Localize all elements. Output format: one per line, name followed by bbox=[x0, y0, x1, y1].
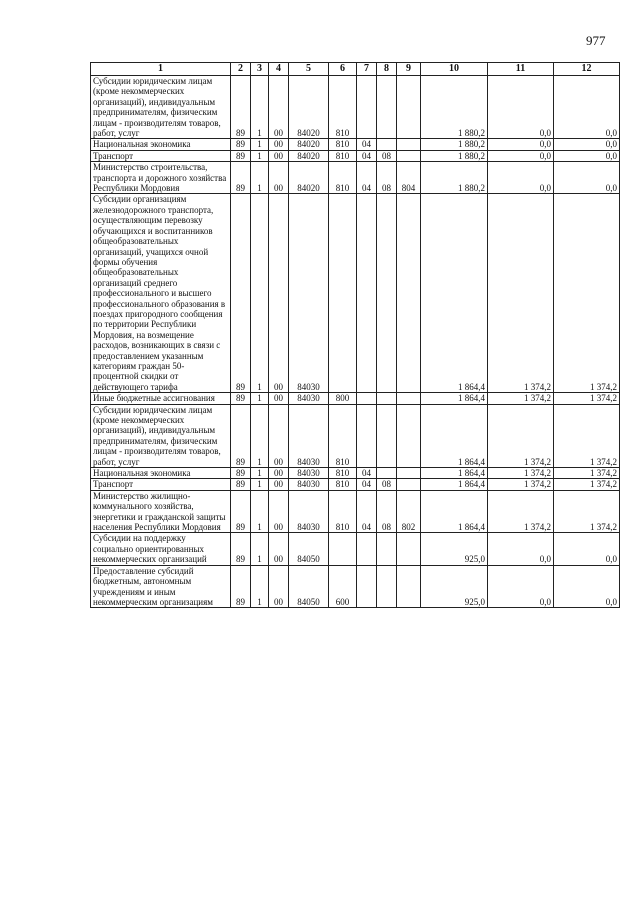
cell-c5: 84030 bbox=[289, 490, 329, 533]
cell-c3: 1 bbox=[251, 490, 269, 533]
table-row bbox=[91, 194, 620, 393]
cell-c2: 89 bbox=[231, 150, 251, 161]
cell-c7: 04 bbox=[357, 162, 377, 194]
table-row bbox=[91, 565, 620, 608]
table-row bbox=[91, 404, 620, 467]
page-number: 977 bbox=[586, 33, 606, 48]
cell-c12: 1 374,2 bbox=[554, 393, 620, 404]
cell-c7: 04 bbox=[357, 150, 377, 161]
cell-c2: 89 bbox=[231, 533, 251, 565]
cell-c3: 1 bbox=[251, 404, 269, 467]
cell-c9 bbox=[397, 194, 421, 393]
cell-c6: 800 bbox=[329, 393, 357, 404]
cell-c4: 00 bbox=[269, 468, 289, 479]
cell-c9 bbox=[397, 404, 421, 467]
cell-c5: 84030 bbox=[289, 479, 329, 490]
cell-c4: 00 bbox=[269, 533, 289, 565]
column-header: 2 bbox=[231, 63, 251, 76]
cell-c6: 810 bbox=[329, 76, 357, 139]
cell-c4: 00 bbox=[269, 479, 289, 490]
cell-c7: 04 bbox=[357, 468, 377, 479]
table-row bbox=[91, 162, 620, 194]
table-row bbox=[91, 479, 620, 490]
cell-c9 bbox=[397, 479, 421, 490]
column-header: 9 bbox=[397, 63, 421, 76]
row-name-cell: Транспорт bbox=[91, 479, 231, 490]
cell-c5: 84050 bbox=[289, 565, 329, 608]
cell-c2: 89 bbox=[231, 490, 251, 533]
cell-c5: 84020 bbox=[289, 162, 329, 194]
cell-c7: 04 bbox=[357, 479, 377, 490]
cell-c10: 1 864,4 bbox=[421, 404, 488, 467]
cell-c6: 810 bbox=[329, 468, 357, 479]
cell-c7 bbox=[357, 76, 377, 139]
cell-c11: 1 374,2 bbox=[488, 393, 554, 404]
cell-c11: 1 374,2 bbox=[488, 468, 554, 479]
cell-c9 bbox=[397, 150, 421, 161]
cell-c3: 1 bbox=[251, 565, 269, 608]
cell-c11: 0,0 bbox=[488, 150, 554, 161]
cell-c12: 1 374,2 bbox=[554, 479, 620, 490]
cell-c12: 1 374,2 bbox=[554, 194, 620, 393]
table-row bbox=[91, 76, 620, 139]
table-row bbox=[91, 490, 620, 533]
cell-c12: 0,0 bbox=[554, 565, 620, 608]
cell-c11: 1 374,2 bbox=[488, 404, 554, 467]
cell-c12: 0,0 bbox=[554, 76, 620, 139]
cell-c8: 08 bbox=[377, 150, 397, 161]
cell-c10: 1 880,2 bbox=[421, 150, 488, 161]
cell-c6: 810 bbox=[329, 490, 357, 533]
cell-c7: 04 bbox=[357, 490, 377, 533]
cell-c8 bbox=[377, 393, 397, 404]
cell-c9 bbox=[397, 393, 421, 404]
cell-c9: 804 bbox=[397, 162, 421, 194]
cell-c9 bbox=[397, 468, 421, 479]
cell-c8: 08 bbox=[377, 479, 397, 490]
cell-c3: 1 bbox=[251, 479, 269, 490]
cell-c5: 84030 bbox=[289, 404, 329, 467]
cell-c9: 802 bbox=[397, 490, 421, 533]
cell-c11: 1 374,2 bbox=[488, 490, 554, 533]
cell-c10: 1 880,2 bbox=[421, 139, 488, 150]
cell-c8 bbox=[377, 404, 397, 467]
table-header-row bbox=[91, 63, 620, 76]
column-header: 11 bbox=[488, 63, 554, 76]
cell-c9 bbox=[397, 565, 421, 608]
cell-c6: 810 bbox=[329, 479, 357, 490]
cell-c10: 1 864,4 bbox=[421, 490, 488, 533]
cell-c4: 00 bbox=[269, 490, 289, 533]
cell-c8 bbox=[377, 194, 397, 393]
cell-c3: 1 bbox=[251, 139, 269, 150]
row-name-cell: Транспорт bbox=[91, 150, 231, 161]
cell-c2: 89 bbox=[231, 565, 251, 608]
cell-c4: 00 bbox=[269, 76, 289, 139]
column-header: 8 bbox=[377, 63, 397, 76]
cell-c3: 1 bbox=[251, 533, 269, 565]
cell-c2: 89 bbox=[231, 194, 251, 393]
cell-c7: 04 bbox=[357, 139, 377, 150]
cell-c4: 00 bbox=[269, 393, 289, 404]
cell-c9 bbox=[397, 76, 421, 139]
cell-c12: 0,0 bbox=[554, 150, 620, 161]
cell-c2: 89 bbox=[231, 393, 251, 404]
cell-c12: 0,0 bbox=[554, 162, 620, 194]
cell-c7 bbox=[357, 565, 377, 608]
row-name-cell: Субсидии юридическим лицам (кроме некоммерческих организаций), индивидуальным предпринимателям, физическим лицам - производителям товаров, работ, услуг bbox=[91, 76, 231, 139]
table-row bbox=[91, 468, 620, 479]
row-name-cell: Иные бюджетные ассигнования bbox=[91, 393, 231, 404]
cell-c11: 0,0 bbox=[488, 533, 554, 565]
cell-c10: 1 864,4 bbox=[421, 479, 488, 490]
cell-c2: 89 bbox=[231, 468, 251, 479]
row-name-cell: Предоставление субсидий бюджетным, автономным учреждениям и иным некоммерческим организациям bbox=[91, 565, 231, 608]
cell-c5: 84020 bbox=[289, 76, 329, 139]
cell-c4: 00 bbox=[269, 565, 289, 608]
cell-c12: 1 374,2 bbox=[554, 404, 620, 467]
column-header: 12 bbox=[554, 63, 620, 76]
cell-c10: 1 880,2 bbox=[421, 76, 488, 139]
cell-c11: 0,0 bbox=[488, 139, 554, 150]
budget-table bbox=[90, 62, 620, 608]
cell-c5: 84030 bbox=[289, 194, 329, 393]
cell-c11: 0,0 bbox=[488, 162, 554, 194]
row-name-cell: Министерство строительства, транспорта и дорожного хозяйства Республики Мордовия bbox=[91, 162, 231, 194]
cell-c4: 00 bbox=[269, 404, 289, 467]
cell-c12: 0,0 bbox=[554, 533, 620, 565]
cell-c6: 810 bbox=[329, 404, 357, 467]
cell-c4: 00 bbox=[269, 150, 289, 161]
cell-c12: 1 374,2 bbox=[554, 490, 620, 533]
cell-c3: 1 bbox=[251, 194, 269, 393]
cell-c4: 00 bbox=[269, 194, 289, 393]
cell-c2: 89 bbox=[231, 479, 251, 490]
cell-c2: 89 bbox=[231, 162, 251, 194]
cell-c3: 1 bbox=[251, 162, 269, 194]
cell-c10: 925,0 bbox=[421, 533, 488, 565]
cell-c7 bbox=[357, 194, 377, 393]
column-header: 10 bbox=[421, 63, 488, 76]
cell-c6: 810 bbox=[329, 150, 357, 161]
cell-c8 bbox=[377, 565, 397, 608]
column-header: 6 bbox=[329, 63, 357, 76]
cell-c3: 1 bbox=[251, 468, 269, 479]
cell-c11: 0,0 bbox=[488, 76, 554, 139]
cell-c7 bbox=[357, 533, 377, 565]
cell-c7 bbox=[357, 393, 377, 404]
cell-c3: 1 bbox=[251, 150, 269, 161]
row-name-cell: Субсидии на поддержку социально ориентированных некоммерческих организаций bbox=[91, 533, 231, 565]
cell-c6: 810 bbox=[329, 162, 357, 194]
cell-c10: 1 864,4 bbox=[421, 194, 488, 393]
cell-c8 bbox=[377, 468, 397, 479]
cell-c2: 89 bbox=[231, 76, 251, 139]
cell-c5: 84050 bbox=[289, 533, 329, 565]
row-name-cell: Субсидии юридическим лицам (кроме некоммерческих организаций), индивидуальным предпринимателям, физическим лицам - производителям товаров, работ, услуг bbox=[91, 404, 231, 467]
cell-c4: 00 bbox=[269, 139, 289, 150]
cell-c9 bbox=[397, 533, 421, 565]
cell-c8 bbox=[377, 139, 397, 150]
cell-c11: 1 374,2 bbox=[488, 194, 554, 393]
cell-c10: 925,0 bbox=[421, 565, 488, 608]
cell-c3: 1 bbox=[251, 393, 269, 404]
cell-c5: 84020 bbox=[289, 139, 329, 150]
column-header: 3 bbox=[251, 63, 269, 76]
column-header: 4 bbox=[269, 63, 289, 76]
cell-c10: 1 864,4 bbox=[421, 393, 488, 404]
column-header: 7 bbox=[357, 63, 377, 76]
row-name-cell: Национальная экономика bbox=[91, 468, 231, 479]
cell-c8: 08 bbox=[377, 490, 397, 533]
cell-c5: 84020 bbox=[289, 150, 329, 161]
cell-c6: 810 bbox=[329, 139, 357, 150]
cell-c12: 1 374,2 bbox=[554, 468, 620, 479]
table-row bbox=[91, 393, 620, 404]
cell-c6: 600 bbox=[329, 565, 357, 608]
cell-c6 bbox=[329, 194, 357, 393]
table-row bbox=[91, 139, 620, 150]
row-name-cell: Министерство жилищно-коммунального хозяйства, энергетики и гражданской защиты населения Республики Мордовия bbox=[91, 490, 231, 533]
cell-c3: 1 bbox=[251, 76, 269, 139]
cell-c4: 00 bbox=[269, 162, 289, 194]
cell-c10: 1 864,4 bbox=[421, 468, 488, 479]
row-name-cell: Субсидии организациям железнодорожного транспорта, осуществляющим перевозку обучающихся и воспитанников общеобразовательных организаций, учащихся очной формы обучения общеобразовательных организаций среднего профессионального и высшего профессионального образования в поездах пригородного сообщения по территории Республики Мордовия, на возмещение расходов, возникающих в связи с предоставлением указанным категориям граждан 50-процентной скидки от действующего тарифа bbox=[91, 194, 231, 393]
cell-c5: 84030 bbox=[289, 468, 329, 479]
cell-c9 bbox=[397, 139, 421, 150]
cell-c2: 89 bbox=[231, 404, 251, 467]
cell-c11: 1 374,2 bbox=[488, 479, 554, 490]
cell-c8 bbox=[377, 533, 397, 565]
column-header: 5 bbox=[289, 63, 329, 76]
cell-c10: 1 880,2 bbox=[421, 162, 488, 194]
cell-c8: 08 bbox=[377, 162, 397, 194]
cell-c8 bbox=[377, 76, 397, 139]
table-row bbox=[91, 150, 620, 161]
cell-c2: 89 bbox=[231, 139, 251, 150]
table-row bbox=[91, 533, 620, 565]
cell-c5: 84030 bbox=[289, 393, 329, 404]
row-name-cell: Национальная экономика bbox=[91, 139, 231, 150]
cell-c6 bbox=[329, 533, 357, 565]
cell-c7 bbox=[357, 404, 377, 467]
cell-c11: 0,0 bbox=[488, 565, 554, 608]
cell-c12: 0,0 bbox=[554, 139, 620, 150]
column-header: 1 bbox=[91, 63, 231, 76]
